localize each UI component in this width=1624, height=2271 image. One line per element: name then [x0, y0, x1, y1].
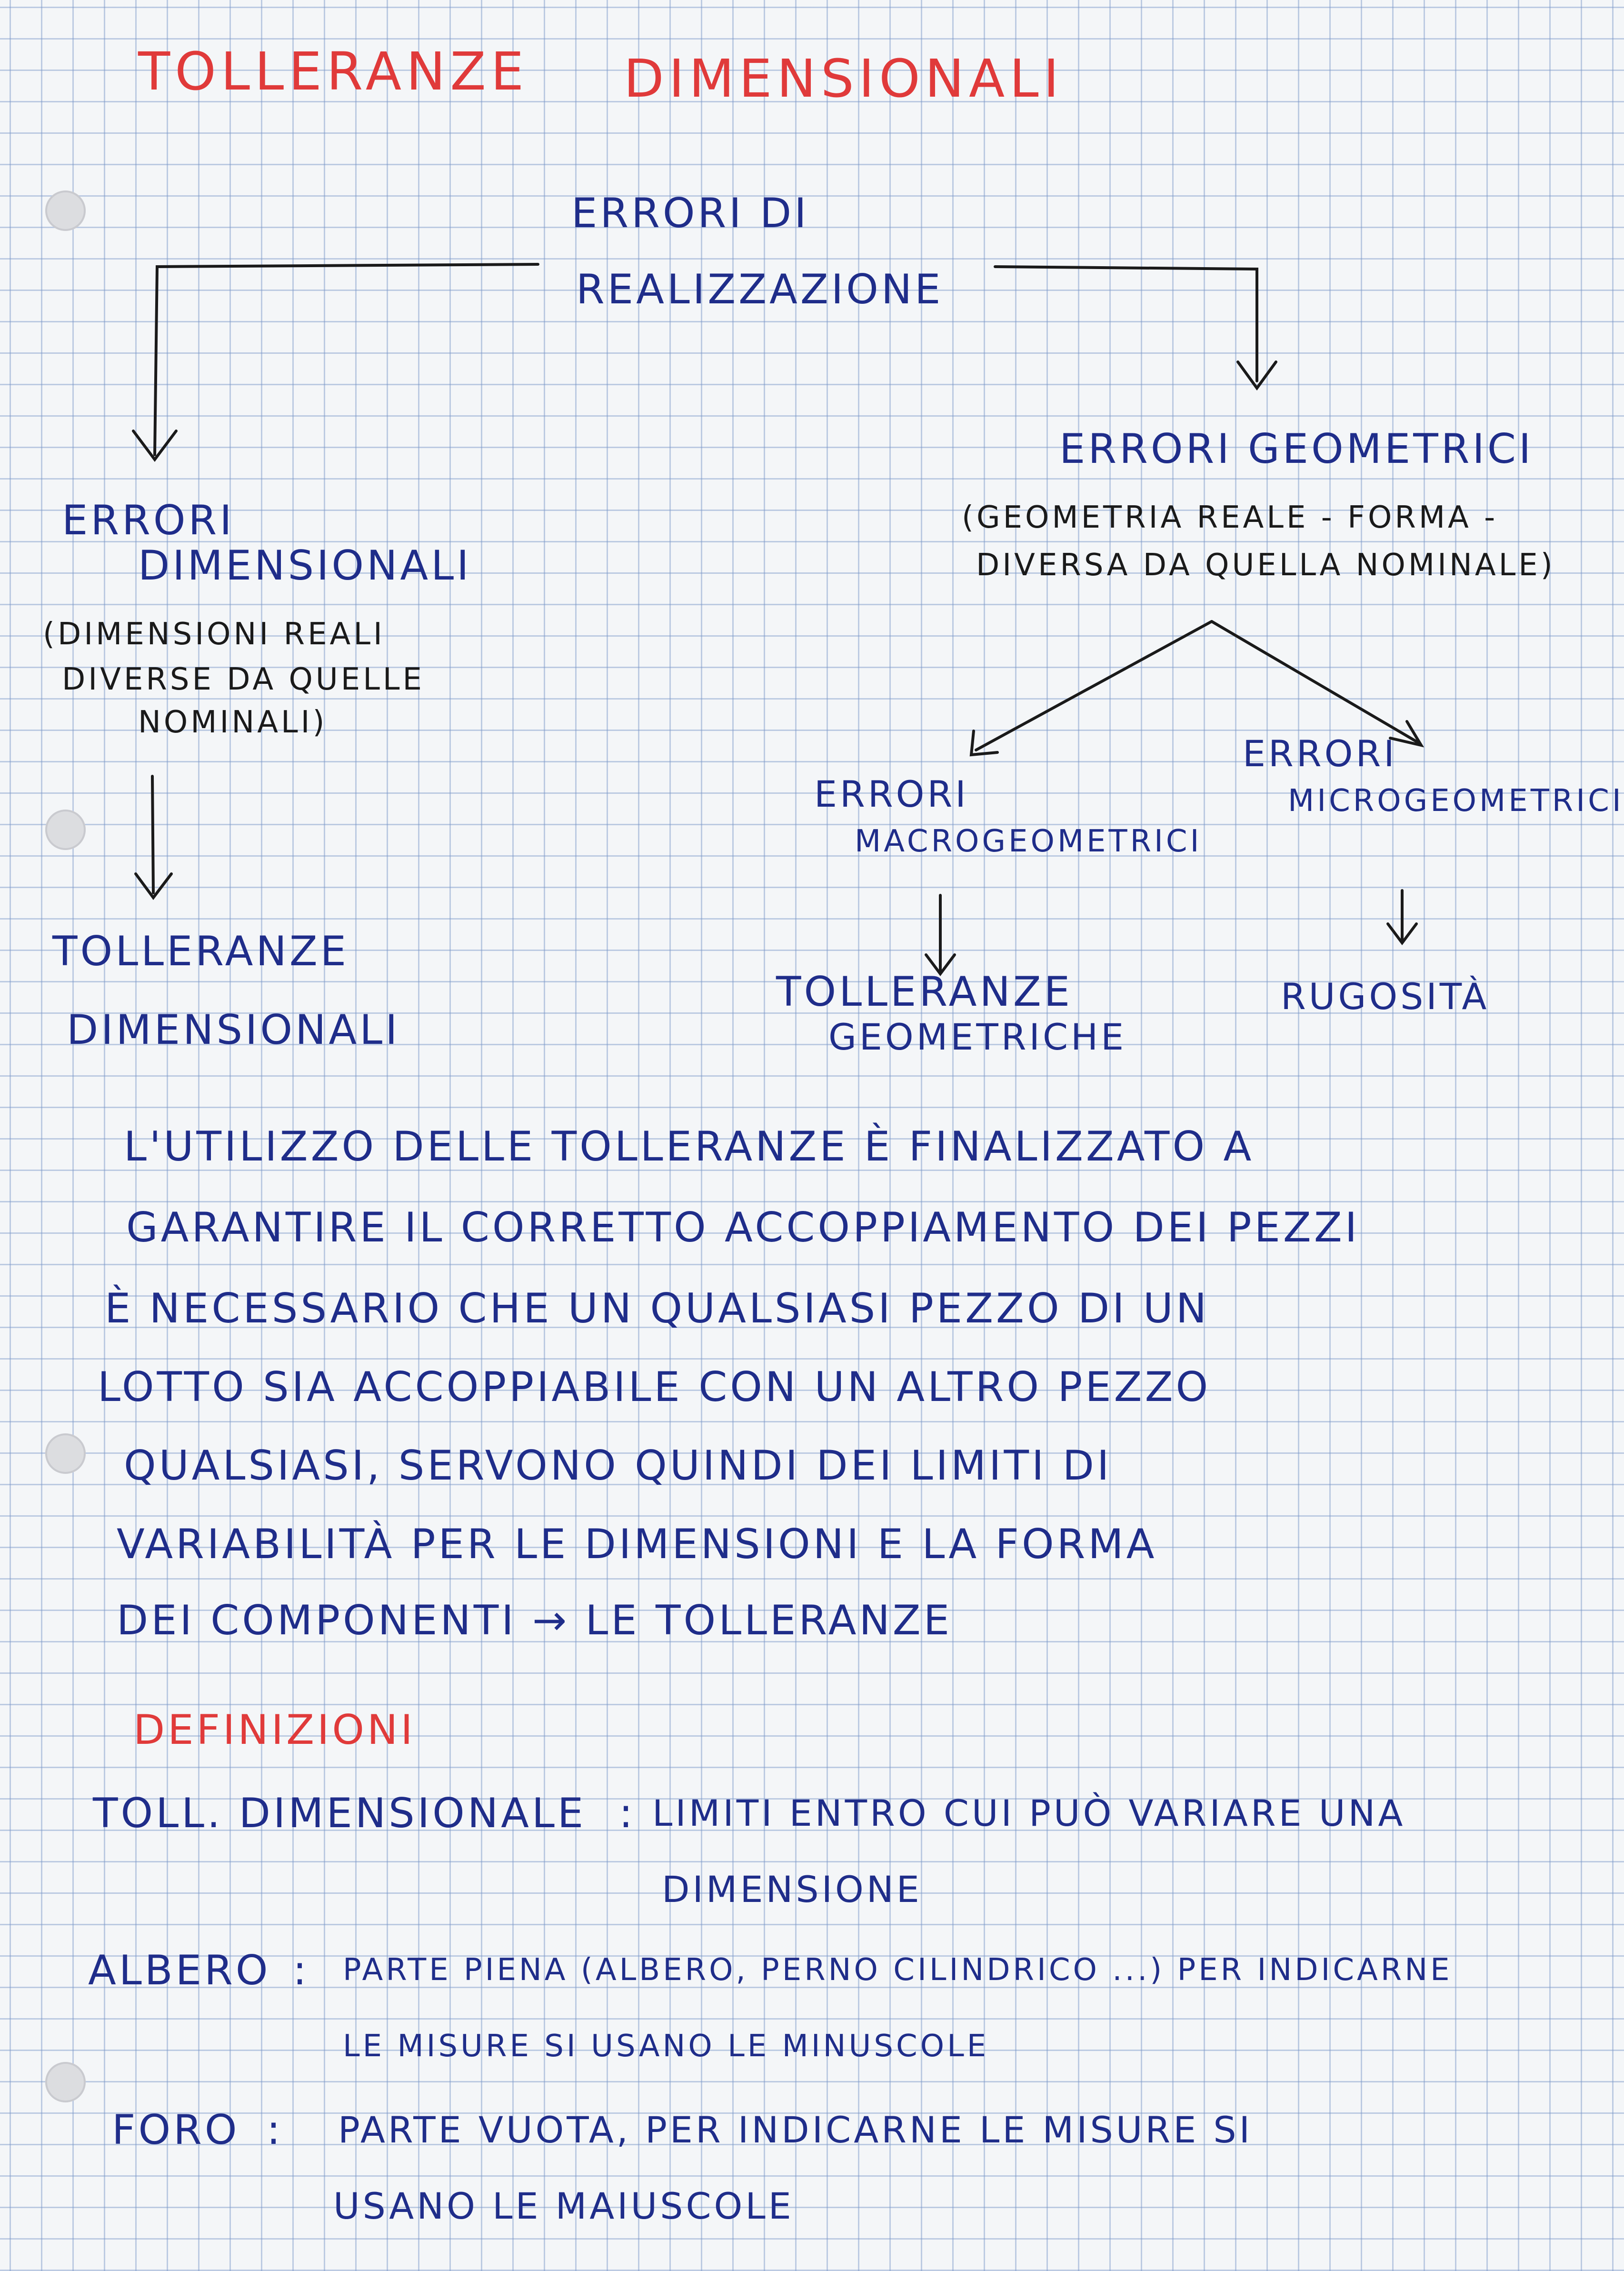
definition-separator: : [267, 2106, 283, 2154]
geometric-desc-line2: DIVERSA DA QUELLA NOMINALE) [976, 548, 1555, 583]
arrow-dimensional-to-tolerances [152, 776, 153, 893]
geometric-errors: ERRORI GEOMETRICI [1059, 425, 1534, 473]
macro-errors-line1: ERRORI [814, 773, 969, 815]
dimensional-tolerances-line1: TOLLERANZE [52, 928, 349, 975]
arrow-to-micro [1212, 621, 1419, 743]
definition-separator: : [293, 1947, 309, 1994]
paragraph-line-2: GARANTIRE IL CORRETTO ACCOPPIAMENTO DEI PEZZI [126, 1204, 1360, 1251]
dimensional-tolerances-line2: DIMENSIONALI [67, 1006, 400, 1054]
definition-term-tolerance: TOLL. DIMENSIONALE [93, 1790, 587, 1837]
root-node-line2: REALIZZAZIONE [576, 266, 944, 313]
definition-text-hole-1: PARTE VUOTA, PER INDICARNE LE MISURE SI [338, 2109, 1253, 2151]
arrow-to-macro [976, 621, 1212, 750]
definition-text-tolerance-1: LIMITI ENTRO CUI PUÒ VARIARE UNA [652, 1792, 1406, 1834]
page-title-right: DIMENSIONALI [624, 48, 1064, 109]
geometric-tolerances-line2: GEOMETRICHE [828, 1016, 1127, 1058]
dimensional-desc-line2: DIVERSE DA QUELLE [62, 662, 425, 697]
paragraph-line-1: L'UTILIZZO DELLE TOLLERANZE È FINALIZZATO A [124, 1123, 1255, 1171]
dimensional-errors-line1: ERRORI [62, 497, 235, 544]
definition-text-shaft-1: PARTE PIENA (ALBERO, PERNO CILINDRICO ...) PER INDICARNE [343, 1952, 1453, 1988]
paragraph-line-4: LOTTO SIA ACCOPPIABILE CON UN ALTRO PEZZO [98, 1363, 1211, 1411]
arrowhead [971, 731, 997, 755]
definitions-heading: DEFINIZIONI [133, 1706, 416, 1754]
dimensional-errors-line2: DIMENSIONALI [138, 542, 472, 590]
micro-errors-line1: ERRORI [1243, 732, 1397, 775]
micro-errors-line2: MICROGEOMETRICI [1288, 783, 1624, 819]
definition-text-tolerance-2: DIMENSIONE [662, 1868, 922, 1911]
paragraph-line-6: VARIABILITÀ PER LE DIMENSIONI E LA FORMA [117, 1521, 1157, 1568]
page-title-left: TOLLERANZE [138, 41, 529, 102]
arrow-root-left [155, 264, 538, 455]
definition-separator: : [619, 1790, 636, 1837]
geometric-desc-line1: (GEOMETRIA REALE - FORMA - [962, 500, 1498, 535]
dimensional-desc-line3: NOMINALI) [138, 705, 328, 740]
definition-text-shaft-2: LE MISURE SI USANO LE MINUSCOLE [343, 2029, 989, 2064]
definition-term-shaft: ALBERO [88, 1947, 271, 1994]
geometric-tolerances-line1: TOLLERANZE [776, 968, 1073, 1016]
paragraph-line-3: È NECESSARIO CHE UN QUALSIASI PEZZO DI UN [105, 1285, 1210, 1332]
roughness: RUGOSITÀ [1281, 975, 1490, 1018]
paragraph-line-5: QUALSIASI, SERVONO QUINDI DEI LIMITI DI [124, 1442, 1112, 1490]
dimensional-desc-line1: (DIMENSIONI REALI [43, 617, 385, 652]
root-node-line1: ERRORI DI [571, 190, 809, 237]
arrow-root-right [995, 267, 1257, 381]
definition-text-hole-2: USANO LE MAIUSCOLE [333, 2185, 794, 2227]
paragraph-line-7: DEI COMPONENTI → LE TOLLERANZE [117, 1597, 953, 1644]
macro-errors-line2: MACROGEOMETRICI [855, 824, 1202, 859]
definition-term-hole: FORO [112, 2106, 240, 2154]
